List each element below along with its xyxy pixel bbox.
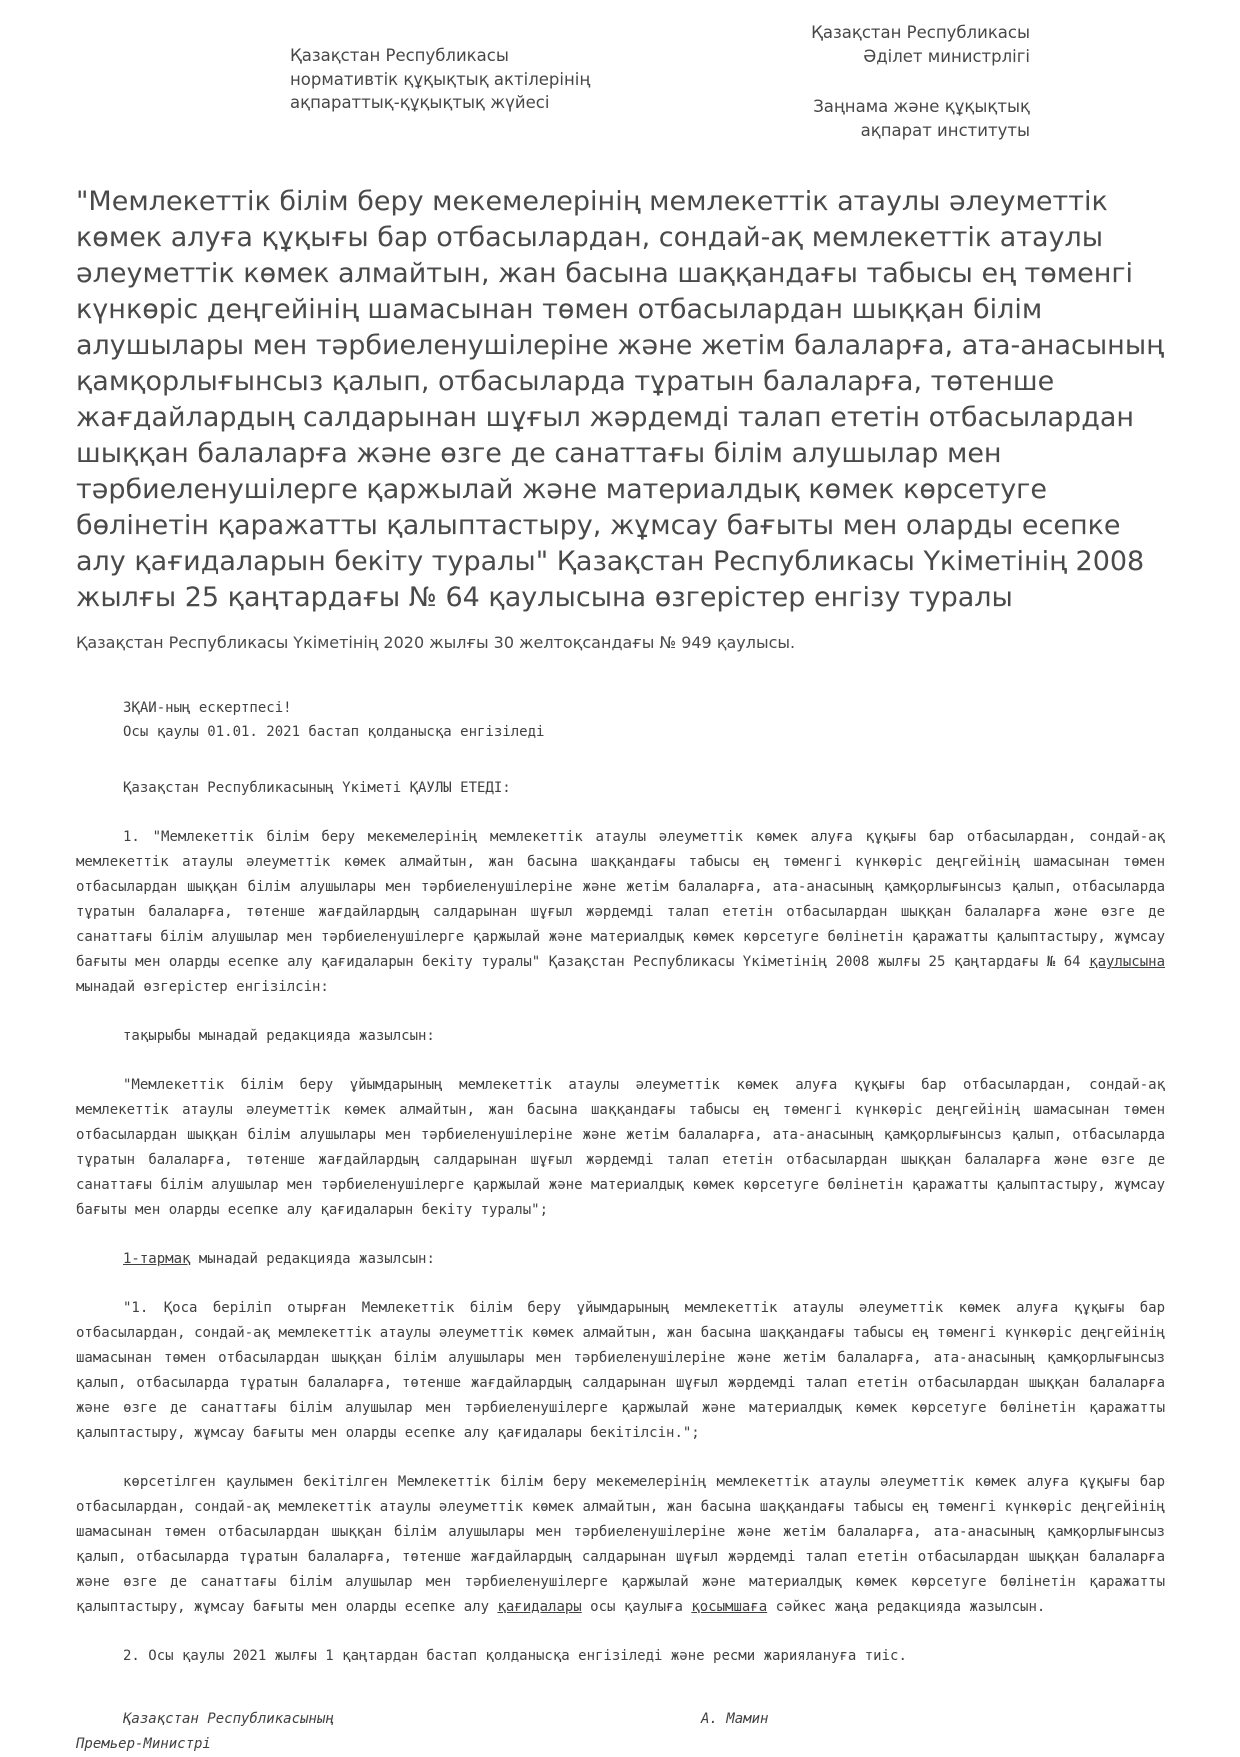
header-left-line-3: ақпараттық-құқықтық жүйесі [290, 93, 550, 112]
header-right-line-1: Қазақстан Республикасы [811, 23, 1030, 42]
header-gap [811, 69, 1030, 95]
link-kosymshaga[interactable]: қосымшаға [691, 1599, 768, 1615]
paragraph-7: 2. Осы қаулы 2021 жылғы 1 қаңтардан бастап қолданысқа енгізіледі және ресми жариялануға тиіс. [123, 1648, 907, 1664]
paragraph-3: "Мемлекеттік білім беру ұйымдарының мемлекеттік атаулы әлеуметтік көмек алуға құқығы бар отбасылардан, сондай-ақ мемлекеттік атаулы әлеуметтік көмек алмайтын, жан басына шаққандағы табысы ең төменгі күнкөріс деңгейінің шамасынан төмен отбасылардан шыққан білім алушылары мен тәрбиеленушілеріне және жетім балаларға, ата-анасының қамқорлығынсыз қалып, отбасыларда тұратын балаларға, төтенше жағдайлардың салдарынан шұғыл жәрдемді талап ететін отбасылардан шыққан балаларға және өзге де санаттағы білім алушылар мен тәрбиеленушілерге қаржылай және материалдық көмек көрсетуге бөлінетін қаражатты қалыптастыру, жұмсау бағыты мен оларды есепке алу қағидаларын бекіту туралы"; [76, 1077, 1165, 1218]
paragraph-6-tail: сәйкес жаңа редакцияда жазылсын. [767, 1599, 1046, 1615]
header-left-line-2: нормативтік құқықтық актілерінің [290, 69, 591, 89]
signature-org: Қазақстан Республикасының [123, 1711, 334, 1727]
signature-block [76, 1707, 1165, 1757]
paragraph-1-text: 1. "Мемлекеттік білім беру мекемелерінің мемлекеттік атаулы әлеуметтік көмек алуға құқығы бар отбасылардан, сондай-ақ мемлекеттік атаулы әлеуметтік көмек алмайтын, жан басына шаққандағы табысы ең төменгі күнкөріс деңгейінің шамасынан төмен отбасылардан шыққан білім алушылары мен тәрбиеленушілеріне және жетім балаларға, ата-анасының қамқорлығынсыз қалып, отбасыларда тұратын балаларға, төтенше жағдайлардың салдарынан шұғыл жәрдемді талап ететін отбасылардан шыққан балаларға және өзге де санаттағы білім алушылар мен тәрбиеленушілерге қаржылай және материалдық көмек көрсетуге бөлінетін қаражатты қалыптастыру, жұмсау бағыты мен оларды есепке алу қағидаларын бекіту туралы" Қазақстан Республикасы Үкіметінің 2008 жылғы 25 қаңтардағы № 64 [76, 829, 1165, 970]
header-left-block [290, 44, 590, 115]
paragraph-6-mid: осы қаулыға [581, 1599, 692, 1615]
note-line-2: Осы қаулы 01.01. 2021 бастап қолданысқа енгізіледі [123, 724, 545, 740]
resolution-intro: Қазақстан Республикасының Үкіметі ҚАУЛЫ ЕТЕДІ: [123, 780, 511, 796]
paragraph-2: тақырыбы мынадай редакцияда жазылсын: [123, 1028, 435, 1044]
signature-row [76, 1707, 1165, 1732]
paragraph-1 [76, 825, 1165, 1000]
paragraph-4 [76, 1247, 1165, 1272]
header-right-block [811, 21, 1030, 143]
link-kaulysyna[interactable]: қаулысына [1089, 954, 1165, 970]
paragraph-4-tail: мынадай редакцияда жазылсын: [190, 1251, 435, 1267]
link-1-tarmak[interactable]: 1-тармақ [123, 1251, 191, 1267]
header-right-line-4: ақпарат институты [860, 121, 1030, 140]
paragraph-1-tail: мынадай өзгерістер енгізілсін: [76, 979, 329, 995]
signature-position: Премьер-Министрі [76, 1736, 211, 1752]
link-kagidalary[interactable]: қағидалары [497, 1599, 582, 1615]
header-right-line-2: Әділет министрлігі [863, 47, 1030, 66]
paragraph-5: "1. Қоса беріліп отырған Мемлекеттік білім беру ұйымдарының мемлекеттік атаулы әлеуметтік көмек алуға құқығы бар отбасылардан, сондай-ақ мемлекеттік атаулы әлеуметтік көмек алмайтын, жан басына шаққандағы табысы ең төменгі күнкөріс деңгейінің шамасынан төмен отбасылардан шыққан білім алушылары мен тәрбиеленушілеріне және жетім балаларға, ата-анасының қамқорлығынсыз қалып, отбасыларда тұратын балаларға, төтенше жағдайлардың салдарынан шұғыл жәрдемді талап ететін отбасылардан шыққан балаларға және өзге де санаттағы білім алушылар мен тәрбиеленушілерге қаржылай және материалдық көмек көрсетуге бөлінетін қаражатты қалыптастыру, жұмсау бағыты мен оларды есепке алу қағидалары бекітілсін."; [76, 1300, 1165, 1441]
paragraph-6 [76, 1470, 1165, 1620]
header-left-line-1: Қазақстан Республикасы [290, 46, 509, 65]
page-title: "Мемлекеттік білім беру мекемелерінің мемлекеттік атаулы әлеуметтік көмек алуға құқығы бар отбасылардан, сондай-ақ мемлекеттік атаулы әлеуметтік көмек алмайтын, жан басына шаққандағы табысы ең төменгі күнкөріс деңгейінің шамасынан төмен отбасылардан шыққан білім алушылары мен тәрбиеленушілеріне және жетім балаларға, ата-анасының қамқорлығынсыз қалып, отбасыларда тұратын балаларға, төтенше жағдайлардың салдарынан шұғыл жәрдемді талап ететін отбасылардан шыққан балаларға және өзге де санаттағы білім алушылар мен тәрбиеленушілерге қаржылай және материалдық көмек көрсетуге бөлінетін қаражатты қалыптастыру, жұмсау бағыты мен оларды есепке алу қағидаларын бекіту туралы" Қазақстан Республикасы Үкіметінің 2008 жылғы 25 қаңтардағы № 64 қаулысына өзгерістер енгізу туралы [76, 186, 1164, 613]
paragraph-6-text: көрсетілген қаулымен бекітілген Мемлекеттік білім беру мекемелерінің мемлекеттік атаулы әлеуметтік көмек алуға құқығы бар отбасылардан, сондай-ақ мемлекеттік атаулы әлеуметтік көмек алмайтын, жан басына шаққандағы табысы ең төменгі күнкөріс деңгейінің шамасынан төмен отбасылардан шыққан білім алушылары мен тәрбиеленушілеріне және жетім балаларға, ата-анасының қамқорлығынсыз қалып, отбасыларда тұратын балаларға, төтенше жағдайлардың салдарынан шұғыл жәрдемді талап ететін отбасылардан шыққан балаларға және өзге де санаттағы білім алушылар мен тәрбиеленушілерге қаржылай және материалдық көмек көрсетуге бөлінетін қаражатты қалыптастыру, жұмсау бағыты мен оларды есепке алу [76, 1474, 1165, 1615]
note-line-1: ЗҚАИ-ның ескертпесі! [123, 700, 292, 716]
header-right-line-3: Заңнама және құқықтық [813, 97, 1030, 116]
document-header [0, 0, 1240, 140]
signature-name: А. Мамин [701, 1711, 769, 1727]
subtitle: Қазақстан Республикасы Үкіметінің 2020 жылғы 30 желтоқсандағы № 949 қаулысы. [76, 633, 796, 652]
note-block [76, 696, 1165, 744]
